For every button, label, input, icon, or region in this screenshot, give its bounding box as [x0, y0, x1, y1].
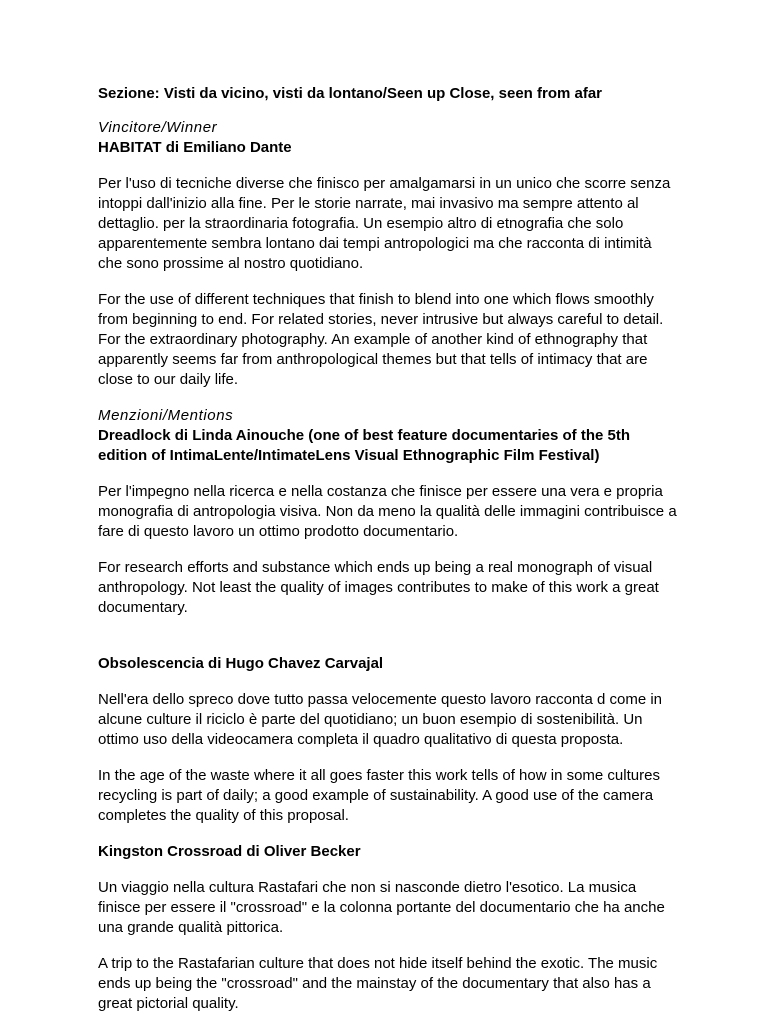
mention-text-english-kingston: A trip to the Rastafarian culture that does not hide itself behind the exotic. The music ends up being the "crossroad" and the mainstay of the documentary that also has a great pictorial quality.	[98, 955, 658, 1012]
winner-label: Vincitore/Winner	[98, 119, 218, 136]
section-title: Sezione: Visti da vicino, visti da lontano/Seen up Close, seen from afar	[98, 85, 603, 102]
mention-title-obsolescencia: Obsolescencia di Hugo Chavez Carvajal	[98, 655, 384, 672]
mention-title-kingston: Kingston Crossroad di Oliver Becker	[98, 843, 361, 860]
spacer	[98, 634, 678, 654]
mentions-label: Menzioni/Mentions	[98, 407, 234, 424]
mention-text-english-obsolescencia: In the age of the waste where it all goes faster this work tells of how in some cultures recycling is part of daily; a good example of sustainability. A good use of the camera completes the quality of this proposal.	[98, 767, 660, 824]
mention-text-italian-dreadlock: Per l'impegno nella ricerca e nella costanza che finisce per essere una vera e propria monografia di antropologia visiva. Non da meno la qualità delle immagini contribuisce a fare di questo lavoro un ottimo prodotto documentario.	[98, 483, 677, 540]
winner-title: HABITAT di Emiliano Dante	[98, 139, 292, 156]
mention-title-dreadlock: Dreadlock di Linda Ainouche (one of best feature documentaries of the 5th edition of IntimaLente/IntimateLens Visual Ethnographic Film Festival)	[98, 427, 631, 464]
winner-text-english: For the use of different techniques that finish to blend into one which flows smoothly from beginning to end. For related stories, never intrusive but always careful to detail. For the extraordinary photography. An example of another kind of ethnography that apparently seems far from anthropological themes but that tells of intimacy that are close to our daily life.	[98, 291, 664, 388]
document-page	[98, 84, 678, 1030]
mention-text-italian-kingston: Un viaggio nella cultura Rastafari che non si nasconde dietro l'esotico. La musica finisce per essere il "crossroad" e la colonna portante del documentario che ha anche una grande qualità pittorica.	[98, 879, 665, 936]
winner-text-italian: Per l'uso di tecniche diverse che finisco per amalgamarsi in un unico che scorre senza intoppi dall'inizio alla fine. Per le storie narrate, mai invasivo ma sempre attento al dettaglio. per la straordinaria fotografia. Un esempio altro di etnografia che solo apparentemente sembra lontano dai tempi antropologici ma che racconta di intimità che sono prossime al nostro quotidiano.	[98, 175, 671, 272]
mention-text-english-dreadlock: For research efforts and substance which ends up being a real monograph of visual anthropology. Not least the quality of images contributes to make of this work a great documentary.	[98, 559, 659, 616]
mention-text-italian-obsolescencia: Nell'era dello spreco dove tutto passa velocemente questo lavoro racconta d come in alcune culture il riciclo è parte del quotidiano; un buon esempio di sostenibilità. Un ottimo uso della videocamera completa il quadro qualitativo di questa proposta.	[98, 691, 663, 748]
